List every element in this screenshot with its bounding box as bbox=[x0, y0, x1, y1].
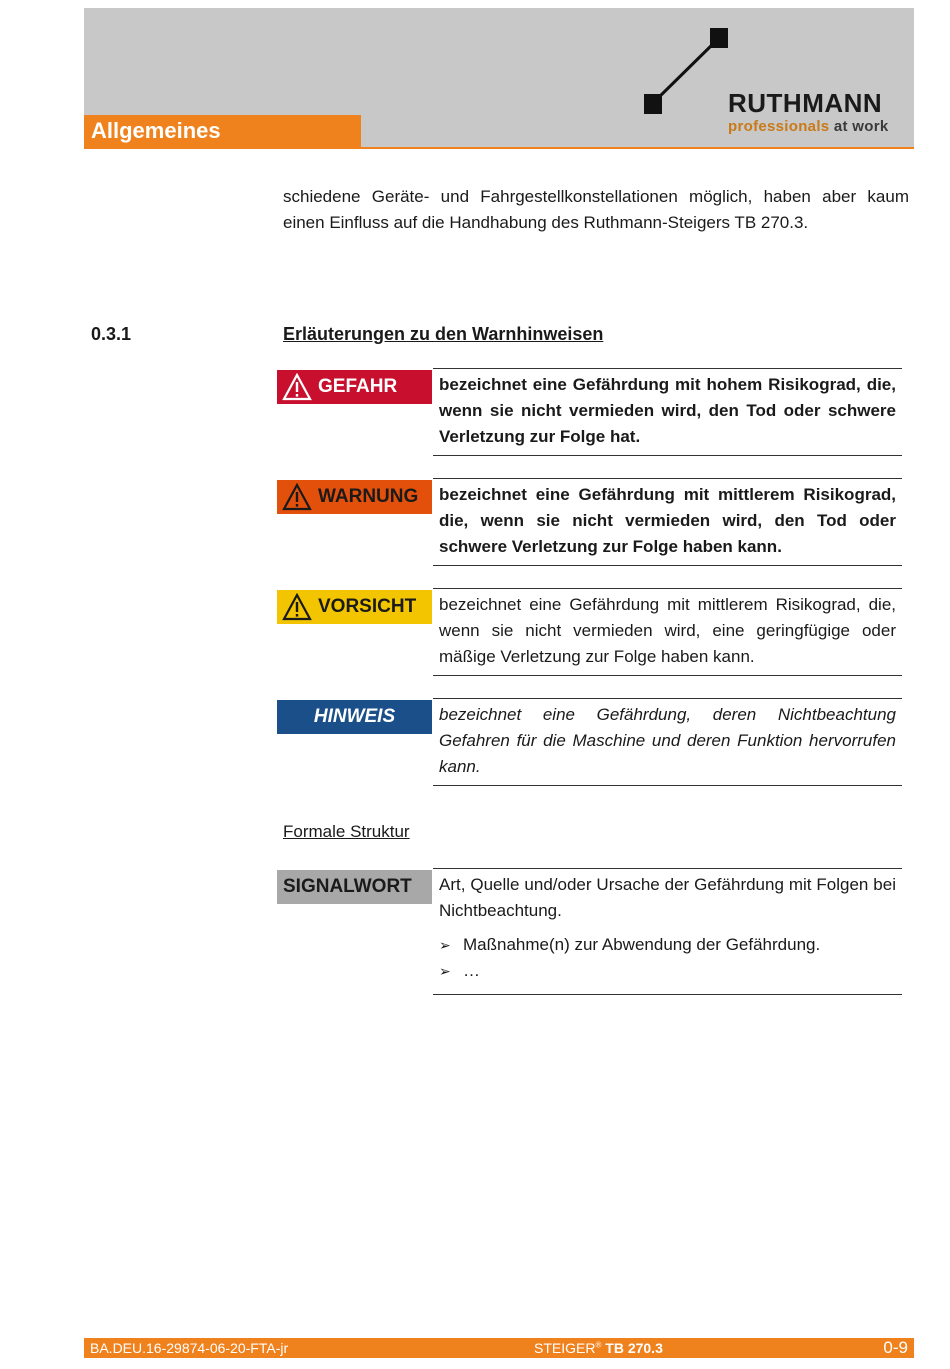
signal-desc-vorsicht: bezeichnet eine Gefährdung mit mittlerem Risikograd, die, wenn sie nicht vermieden wird, eine geringfügige oder mäßige Verletzung zur Folge haben kann. bbox=[433, 588, 902, 676]
signal-desc-gefahr: bezeichnet eine Gefährdung mit hohem Risikograd, die, wenn sie nicht vermieden wird, den Tod oder schwere Verletzung zur Folge hat. bbox=[433, 368, 902, 456]
signal-label-vorsicht: VORSICHT bbox=[277, 590, 432, 624]
ruthmann-logo bbox=[640, 26, 910, 136]
structure-description: Art, Quelle und/oder Ursache der Gefährdung mit Folgen bei Nichtbeachtung. bbox=[439, 875, 896, 920]
product-name: STEIGER® TB 270.3 bbox=[534, 1340, 663, 1356]
section-heading: Erläuterungen zu den Warnhinweisen bbox=[283, 324, 604, 344]
page-header bbox=[84, 8, 914, 149]
signal-label-gefahr: GEFAHR bbox=[277, 370, 432, 404]
list-item: ➢ Maßnahme(n) zur Abwendung der Gefährdung. bbox=[439, 932, 896, 958]
signal-desc-structure bbox=[433, 868, 902, 995]
brand-tagline: professionals at work bbox=[728, 118, 889, 135]
signal-desc-warnung: bezeichnet eine Gefährdung mit mittlerem Risikograd, die, wenn sie nicht vermieden wird, den Tod oder schwere Verletzung zur Folge haben kann. bbox=[433, 478, 902, 566]
ruthmann-logo-icon bbox=[640, 26, 740, 126]
formal-structure-heading: Formale Struktur bbox=[283, 822, 410, 841]
signal-desc-hinweis: bezeichnet eine Gefährdung, deren Nichtbeachtung Gefahren für die Maschine und deren Funktion hervorrufen kann. bbox=[433, 698, 902, 786]
header-rule bbox=[361, 147, 914, 149]
arrowhead-bullet-icon: ➢ bbox=[439, 937, 451, 953]
section-number: 0.3.1 bbox=[91, 324, 132, 344]
arrowhead-bullet-icon: ➢ bbox=[439, 963, 451, 979]
warning-triangle-icon bbox=[282, 483, 312, 511]
brand-name: RUTHMANN bbox=[728, 88, 883, 118]
signal-label-hinweis: HINWEIS bbox=[277, 700, 432, 734]
structure-list bbox=[439, 932, 896, 984]
warning-triangle-icon bbox=[282, 373, 312, 401]
signal-label-structure: SIGNALWORT bbox=[277, 870, 432, 904]
section-bar bbox=[84, 115, 361, 149]
page-number: 0-9 bbox=[883, 1338, 908, 1357]
warning-triangle-icon bbox=[282, 593, 312, 621]
signal-label-warnung: WARNUNG bbox=[277, 480, 432, 514]
document-id: BA.DEU.16-29874-06-20-FTA-jr bbox=[90, 1340, 289, 1356]
section-title: Allgemeines bbox=[91, 118, 221, 143]
list-item: ➢ … bbox=[439, 958, 896, 984]
page-footer bbox=[84, 1338, 914, 1358]
intro-paragraph: schiedene Geräte- und Fahrgestellkonstellationen möglich, haben aber kaum einen Einfluss auf die Handhabung des Ruthmann-Steigers TB 270.3. bbox=[283, 187, 909, 232]
